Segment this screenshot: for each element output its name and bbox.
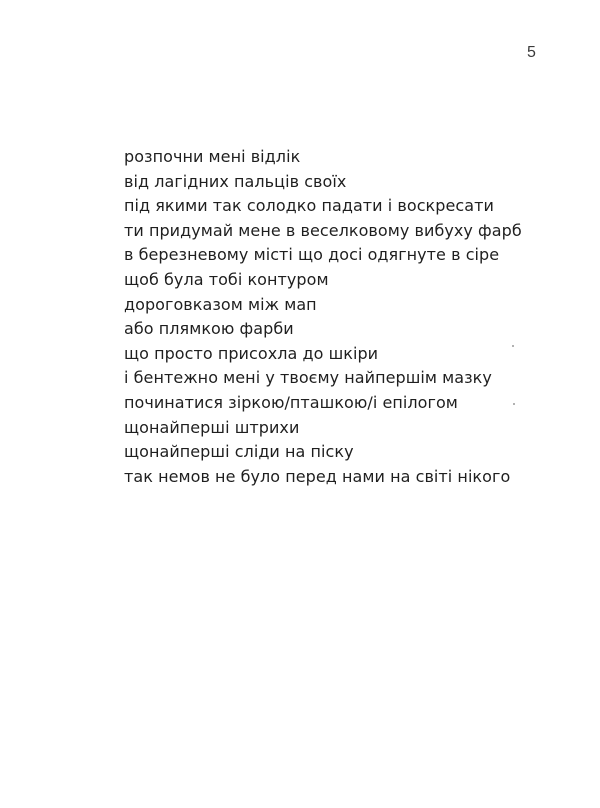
poem-line: під якими так солодко падати і воскресати [124,196,494,216]
poem-line: щоб була тобі контуром [124,269,329,289]
poem-line: і бентежно мені у твоєму найпершім мазку [124,368,492,388]
poem-line: від лагідних пальців своїх [124,171,347,191]
poem-line: дороговказом між мап [124,294,317,314]
poem-line: ти придумай мене в веселковому вибуху фарб [124,220,522,240]
poem-line: що просто присохла до шкіри [124,343,379,363]
scan-speck [513,403,515,405]
poem-line: так немов не було перед нами на світі нікого [124,466,511,486]
poem-line: розпочни мені відлік [124,147,301,166]
poem-line: або плямкою фарби [124,319,294,339]
page-number: 5 [527,44,536,61]
poem-line: в березневому місті що досі одягнуте в сіре [124,245,500,265]
poem [124,145,522,489]
poem-line: починатися зіркою/пташкою/і епілогом [124,392,458,412]
poem-line: щонайперші штрихи [124,417,300,437]
scan-speck [512,345,514,347]
poem-line: щонайперші сліди на піску [124,442,354,462]
